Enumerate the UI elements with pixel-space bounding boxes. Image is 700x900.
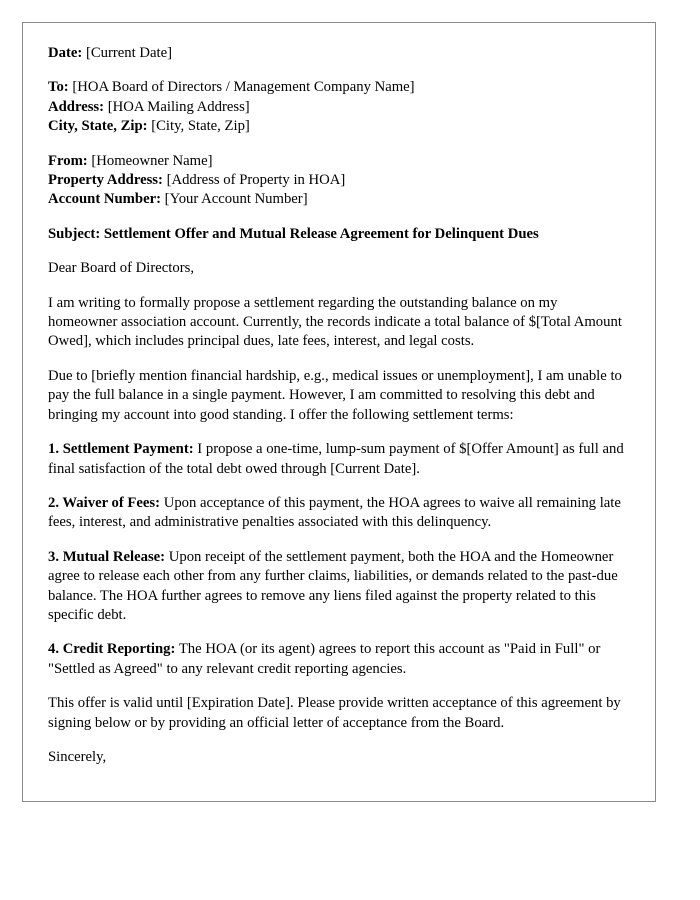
sender-account-label: Account Number:: [48, 191, 161, 208]
salutation: Dear Board of Directors,: [48, 260, 195, 277]
date-block: [48, 44, 626, 63]
sender-from-label: From:: [48, 152, 88, 169]
recipient-block: [48, 78, 626, 136]
term-text: I propose a one-time, lump-sum payment of $[Offer Amount] as full and final satisfaction of the total debt owed through [Current Date].: [48, 441, 624, 477]
letter-content: [48, 44, 626, 767]
recipient-address-line: [48, 98, 626, 117]
intro-paragraph: I am writing to formally propose a settlement regarding the outstanding balance on my homeowner association account. Currently, the records indicate a total balance of $[Total Amount Owed], which includes principal dues, late fees, interest, and legal costs.: [48, 294, 622, 350]
recipient-citystatezip-value: [City, State, Zip]: [151, 118, 250, 135]
date-line: [48, 44, 626, 63]
term-text: Upon acceptance of this payment, the HOA agrees to waive all remaining late fees, interest, and administrative penalties associated with this delinquency.: [48, 494, 621, 531]
term-item: [48, 548, 626, 626]
sender-account-value: [Your Account Number]: [164, 191, 308, 208]
recipient-to-label: To:: [48, 79, 69, 96]
recipient-citystatezip-line: [48, 117, 626, 136]
term-heading: 3. Mutual Release:: [48, 548, 166, 565]
hardship-paragraph: Due to [briefly mention financial hardship, e.g., medical issues or unemployment], I am unable to pay the full balance in a single payment. However, I am committed to resolving this debt and bringing my account into good standing. I offer the following settlement terms:: [48, 367, 622, 423]
sender-block: [48, 152, 626, 210]
term-text: Upon receipt of the settlement payment, both the HOA and the Homeowner agree to release each other from any further claims, liabilities, or demands related to the past-due balance. The HOA further agrees to remove any liens filed against the property related to this specific debt.: [48, 548, 618, 623]
sender-from-line: [48, 152, 626, 171]
term-text: The HOA (or its agent) agrees to report this account as "Paid in Full" or "Settled as Agreed" to any relevant credit reporting agencies.: [48, 641, 601, 677]
recipient-address-value: [HOA Mailing Address]: [107, 98, 250, 115]
sender-from-value: [Homeowner Name]: [91, 152, 213, 169]
recipient-to-line: [48, 78, 626, 97]
sender-account-line: [48, 190, 626, 209]
sender-property-line: [48, 171, 626, 190]
term-heading: 4. Credit Reporting:: [48, 641, 176, 658]
term-item: [48, 640, 626, 679]
term-heading: 2. Waiver of Fees:: [48, 494, 161, 511]
date-label: Date:: [48, 45, 83, 61]
sender-property-label: Property Address:: [48, 172, 163, 189]
subject-line: Subject: Settlement Offer and Mutual Release Agreement for Delinquent Dues: [48, 225, 539, 242]
term-heading: 1. Settlement Payment:: [48, 441, 194, 458]
recipient-address-label: Address:: [48, 98, 105, 115]
recipient-to-value: [HOA Board of Directors / Management Company Name]: [72, 79, 415, 96]
term-item: [48, 440, 626, 479]
term-item: [48, 494, 626, 533]
validity-paragraph: This offer is valid until [Expiration Date]. Please provide written acceptance of this agreement by signing below or by providing an official letter of acceptance from the Board.: [48, 695, 621, 731]
date-value: [Current Date]: [85, 45, 172, 61]
recipient-citystatezip-label: City, State, Zip:: [48, 118, 148, 135]
closing: Sincerely,: [48, 748, 107, 765]
sender-property-value: [Address of Property in HOA]: [166, 172, 346, 189]
